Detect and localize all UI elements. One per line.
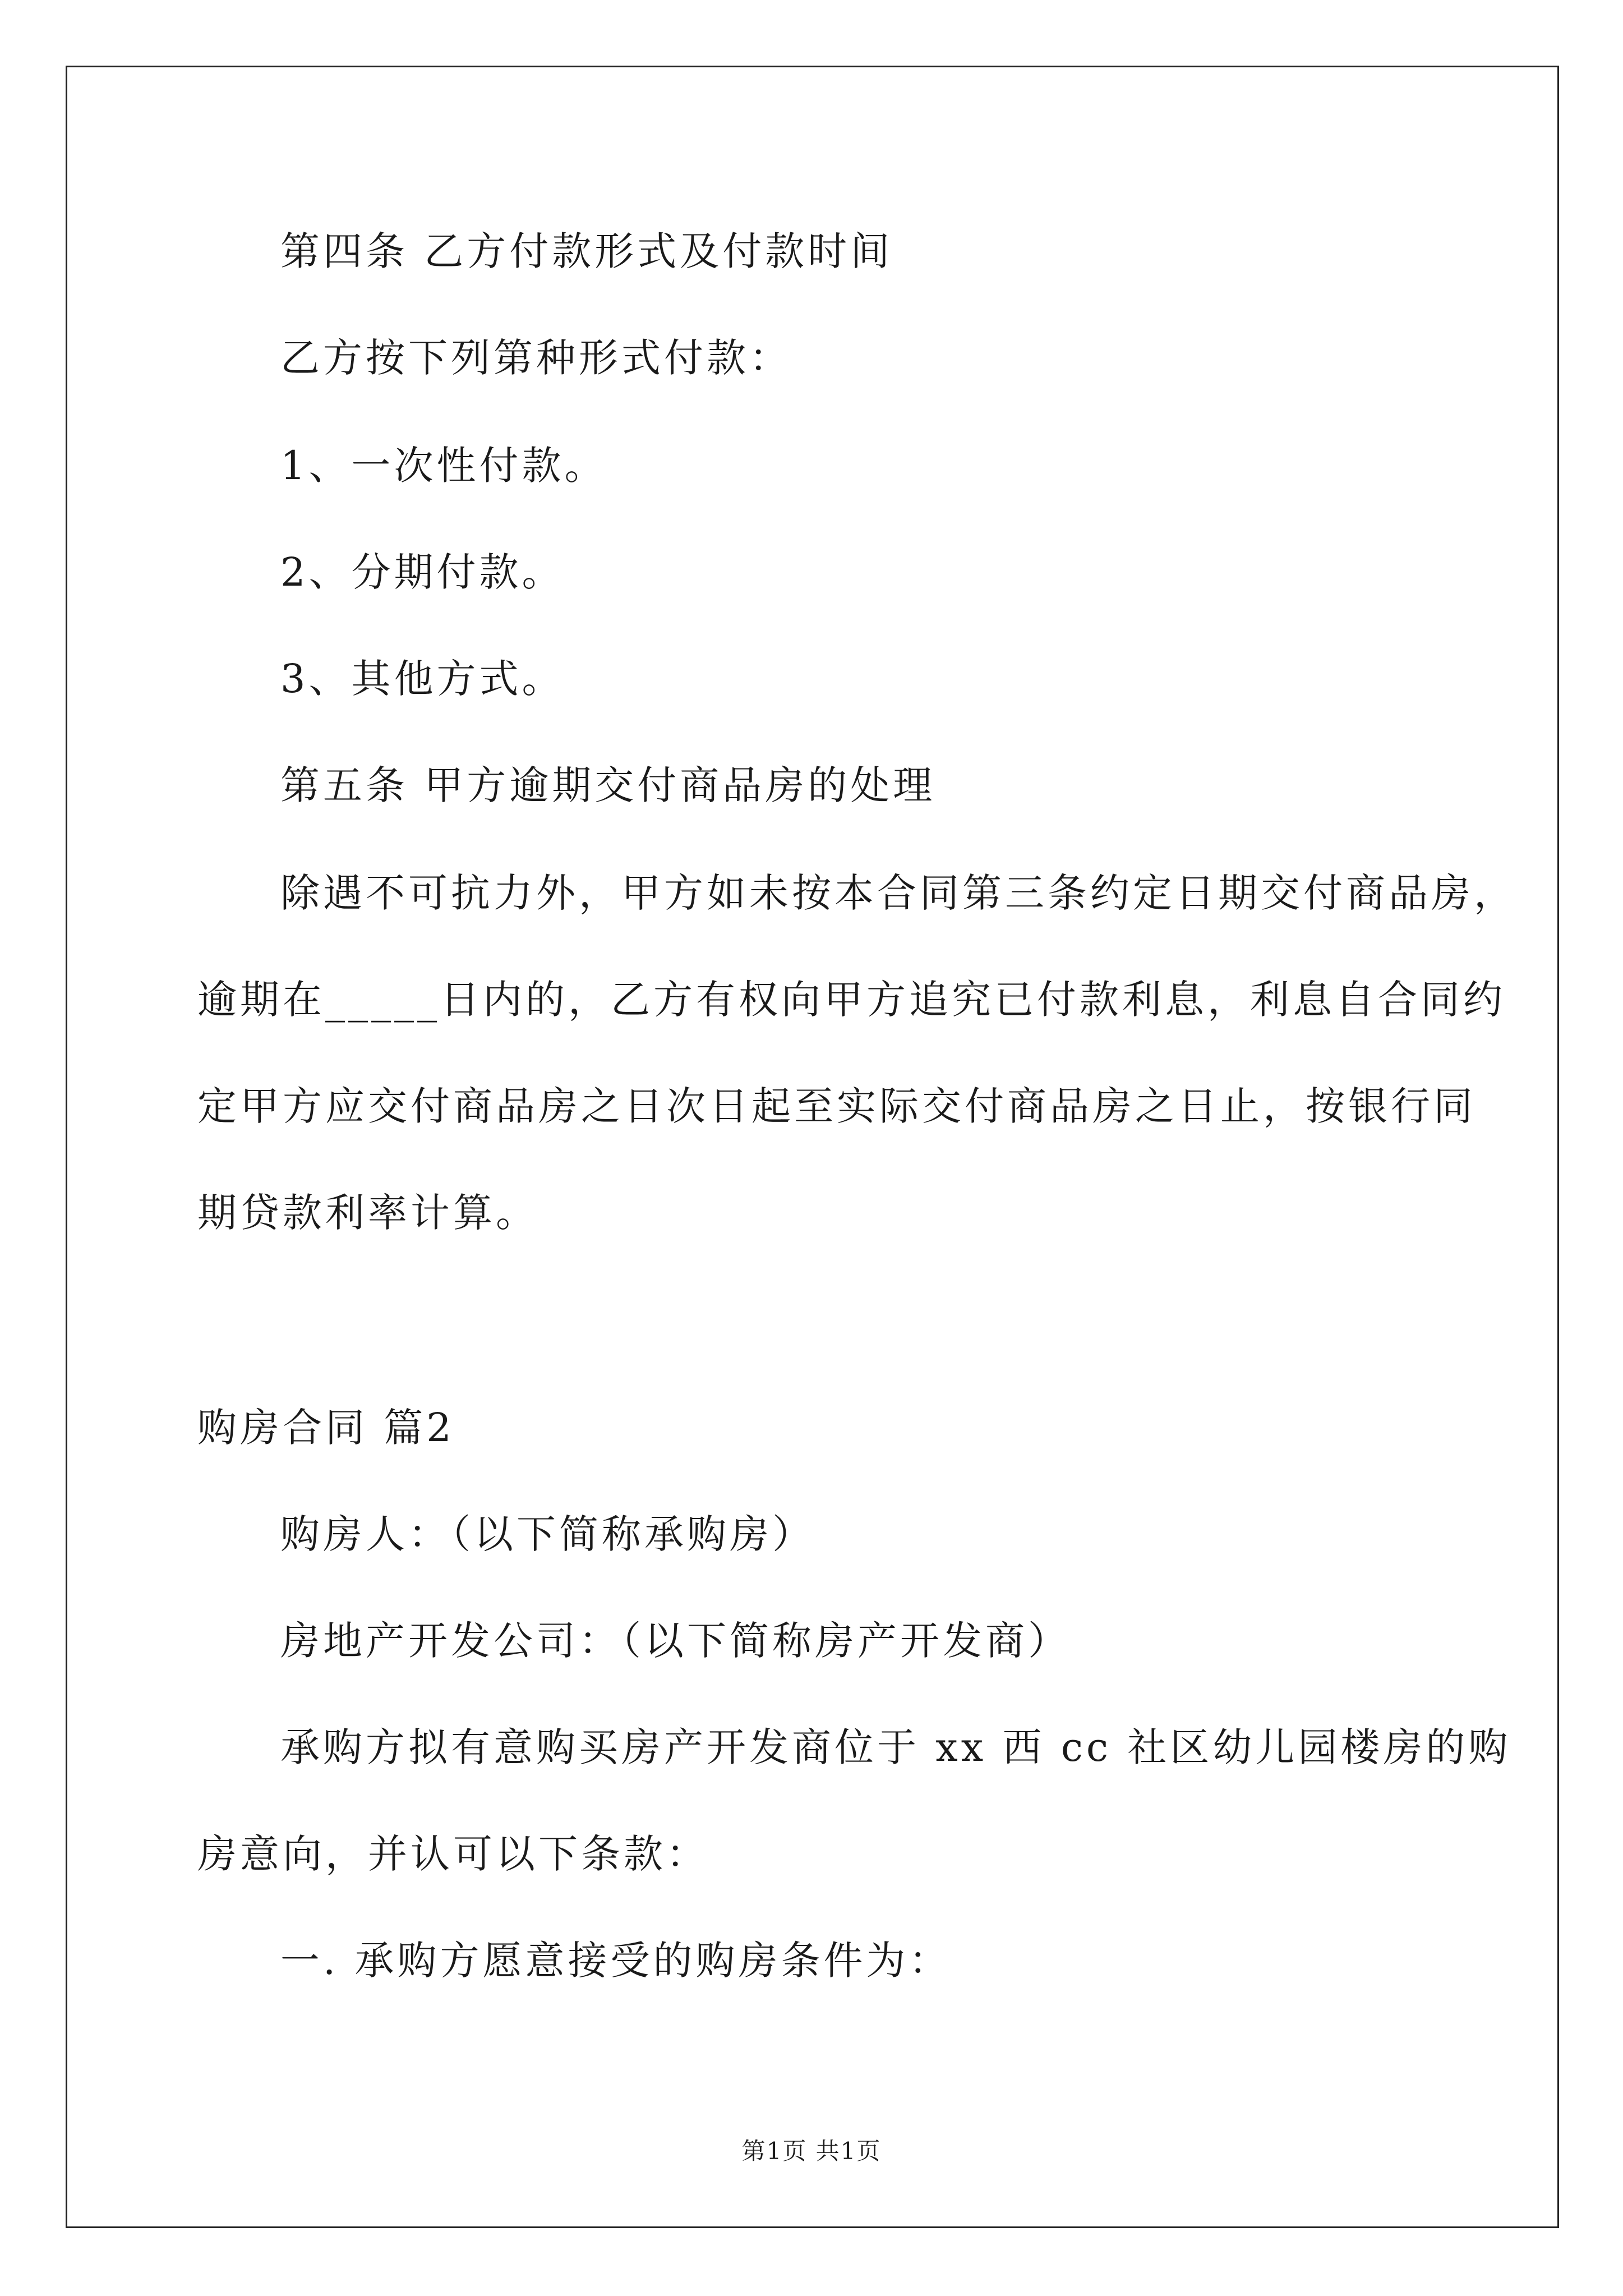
article-five-body-line-3: 定甲方应交付商品房之日次日起至实际交付商品房之日止，按银行同: [197, 1083, 1476, 1129]
payment-option-3: 3、其他方式。: [280, 656, 565, 702]
contract-2-title: 购房合同 篇2: [197, 1405, 455, 1451]
article-five-heading: 第五条 甲方逾期交付商品房的处理: [280, 762, 936, 808]
intent-line-1: 承购方拟有意购买房产开发商位于 xx 西 cc 社区幼儿园楼房的购: [280, 1724, 1511, 1770]
article-five-body-line-2: 逾期在_____日内的，乙方有权向甲方追究已付款利息，利息自合同约: [197, 977, 1506, 1023]
payment-option-2: 2、分期付款。: [280, 549, 565, 595]
page-number: 第1页 共1页: [741, 2137, 882, 2165]
buyer-field: 购房人：（以下简称承购房）: [280, 1511, 815, 1557]
intent-line-2: 房意向，并认可以下条款：: [197, 1831, 709, 1877]
clause-one-heading: 一. 承购方愿意接受的购房条件为：: [280, 1938, 952, 1984]
article-five-body-line-1: 除遇不可抗力外，甲方如未按本合同第三条约定日期交付商品房，: [280, 870, 1516, 916]
payment-option-1: 1、一次性付款。: [280, 443, 607, 489]
developer-field: 房地产开发公司：（以下简称房产开发商）: [280, 1618, 1071, 1664]
payment-method-intro: 乙方按下列第种形式付款：: [280, 335, 792, 381]
article-five-body-line-4: 期贷款利率计算。: [197, 1190, 538, 1236]
page-border: [66, 66, 1559, 2228]
article-four-heading: 第四条 乙方付款形式及付款时间: [280, 228, 893, 274]
